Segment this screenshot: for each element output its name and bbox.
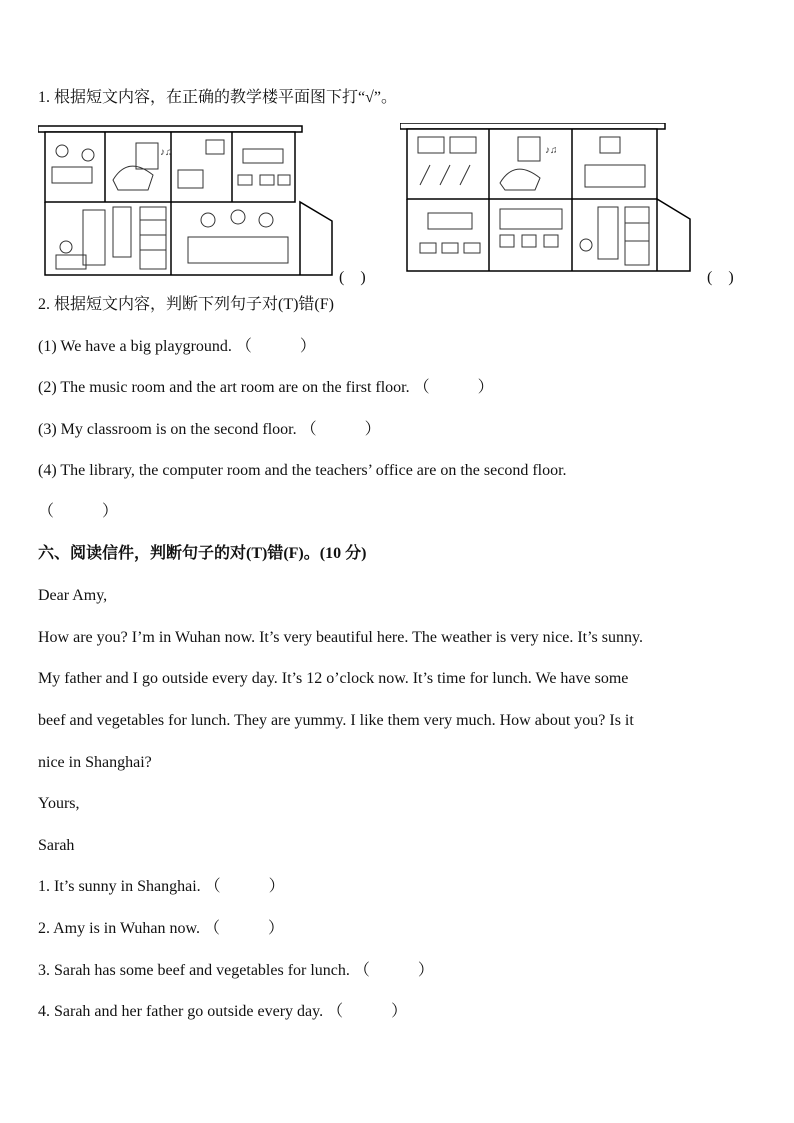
letter-greeting: Dear Amy, (38, 587, 108, 604)
letter-closing: Yours, (38, 795, 80, 812)
question-2-item-1: (1) We have a big playground. （ ） (38, 338, 316, 355)
floor-plan-b-image (400, 123, 700, 275)
floor-plan-a-answer-paren[interactable]: ( ) (339, 269, 366, 286)
floor-plan-a-image (38, 125, 338, 277)
question-2-instruction: 2. 根据短文内容，判断下列句子对(T)错(F) (38, 296, 334, 313)
question-2-item-3: (3) My classroom is on the second floor. （ ） (38, 421, 381, 438)
floor-plan-b-answer-paren[interactable]: ( ) (707, 269, 734, 286)
question-2-item-4-answer: （ ） (38, 503, 119, 520)
letter-body-line-2: My father and I go outside every day. It’s 12 o’clock now. It’s time for lunch. We have some (38, 670, 629, 687)
letter-body-line-1: How are you? I’m in Wuhan now. It’s very beautiful here. The weather is very nice. It’s sunny. (38, 629, 643, 646)
section-6-question-4: 4. Sarah and her father go outside every day. （ ） (38, 1003, 408, 1020)
letter-body-line-4: nice in Shanghai? (38, 754, 152, 771)
question-1-instruction: 1. 根据短文内容，在正确的教学楼平面图下打“√”。 (38, 89, 397, 106)
question-2-item-2: (2) The music room and the art room are on the first floor. （ ） (38, 379, 494, 396)
svg-text:♪♫: ♪♫ (160, 147, 173, 158)
svg-text:♪♫: ♪♫ (545, 145, 558, 156)
letter-signature: Sarah (38, 837, 75, 854)
question-2-item-4: (4) The library, the computer room and the teachers’ office are on the second floor. (38, 462, 567, 479)
section-6-question-1: 1. It’s sunny in Shanghai. （ ） (38, 878, 285, 895)
section-6-question-3: 3. Sarah has some beef and vegetables for lunch. （ ） (38, 962, 434, 979)
letter-body-line-3: beef and vegetables for lunch. They are yummy. I like them very much. How about you? Is it (38, 712, 634, 729)
section-6-heading: 六、阅读信件，判断句子的对(T)错(F)。(10 分) (38, 545, 367, 562)
section-6-question-2: 2. Amy is in Wuhan now. （ ） (38, 920, 285, 937)
